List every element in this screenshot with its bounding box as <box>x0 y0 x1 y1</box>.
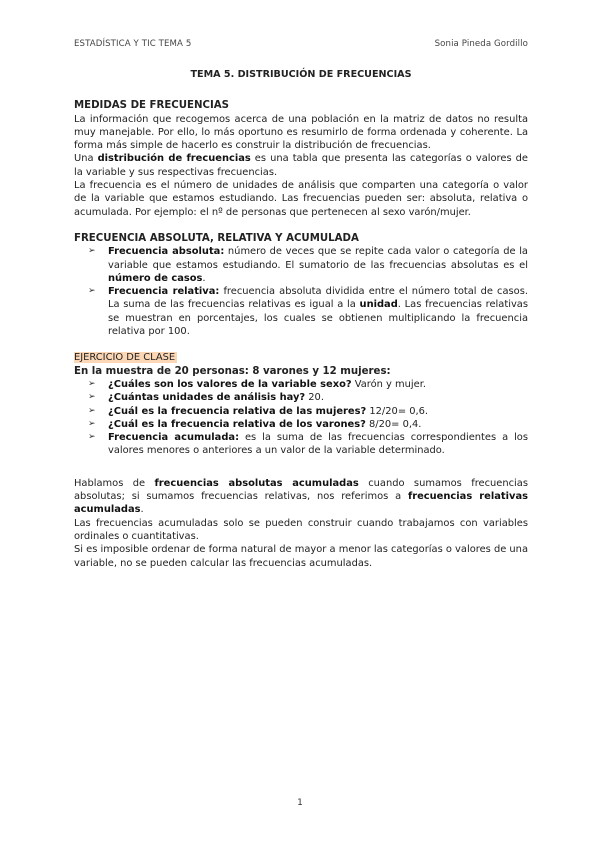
term: Frecuencia absoluta: <box>108 246 225 258</box>
text: . <box>202 272 206 284</box>
list-item-q2 <box>74 391 528 404</box>
page-number: 1 <box>297 798 303 808</box>
text: número de veces que se repite cada valor o categoría de la variable que estamos estudiando. El sumatorio de las frecuencias absolutas es el <box>108 246 528 271</box>
exercise-intro: En la muestra de 20 personas: 8 varones y 12 mujeres: <box>74 365 391 377</box>
answer: 20. <box>305 392 324 404</box>
page-content <box>74 68 528 570</box>
text: . <box>140 504 144 516</box>
list-tipos <box>74 245 528 338</box>
text: es una tabla que presenta las categorías o valores de la variable y sus respectivas frecuencias. <box>74 153 528 178</box>
highlighted-label: EJERCICIO DE CLASE <box>74 352 176 364</box>
arrow-bullet-icon: ➢ <box>88 432 96 443</box>
header-course: ESTADÍSTICA Y TIC TEMA 5 <box>74 39 192 49</box>
section-heading-tipos: FRECUENCIA ABSOLUTA, RELATIVA Y ACUMULADA <box>74 232 359 244</box>
question: ¿Cuál es la frecuencia relativa de las mujeres? <box>108 405 367 417</box>
list-item-relativa <box>74 285 528 338</box>
section-heading-medidas: MEDIDAS DE FRECUENCIAS <box>74 100 230 112</box>
term: unidad <box>359 299 398 311</box>
arrow-bullet-icon: ➢ <box>88 378 96 389</box>
question: ¿Cuál es la frecuencia relativa de los varones? <box>108 418 366 430</box>
exercise-label <box>74 351 528 364</box>
arrow-bullet-icon: ➢ <box>88 286 96 297</box>
paragraph-imposible: Si es imposible ordenar de forma natural de mayor a menor las categorías o valores de una variable, no se pueden calcular las frecuencias acumuladas. <box>74 544 528 569</box>
paragraph-intro: La información que recogemos acerca de una población en la matriz de datos no resulta muy manejable. Por ello, lo más oportuno es resumirlo de forma ordenada y coherente. La forma más simple de hacerlo es construir la distribución de frecuencias. <box>74 113 528 152</box>
term: frecuencias relativas acumuladas <box>74 491 528 516</box>
answer: 12/20= 0,6. <box>366 405 429 417</box>
term: Frecuencia acumulada: <box>108 432 240 444</box>
text: frecuencia absoluta dividida entre el número total de casos. La suma de las frecuencias relativas es igual a la <box>108 286 529 311</box>
list-item-absoluta <box>74 245 528 285</box>
spacer <box>74 338 528 351</box>
paragraph-definition <box>74 152 528 179</box>
answer: 8/20= 0,4. <box>365 418 422 430</box>
term: Frecuencia relativa: <box>108 286 220 298</box>
term: número de casos <box>108 272 203 284</box>
answer: Varón y mujer. <box>351 378 427 390</box>
text: Una <box>74 153 98 165</box>
arrow-bullet-icon: ➢ <box>88 246 96 257</box>
paragraph-acumuladas <box>74 477 528 517</box>
paragraph-frecuencia: La frecuencia es el número de unidades de análisis que comparten una categoría o valor de la variable que estamos estudiando. Las frecuencias pueden ser: absoluta, relativa o acumulada. Por ejemplo: el nº de personas que pertenecen al sexo varón/mujer. <box>74 180 528 218</box>
list-item-q4 <box>74 418 528 431</box>
text: . Las frecuencias relativas se muestran en porcentajes, los cuales se obtienen multiplicando la frecuencia relativa por 100. <box>108 299 528 338</box>
list-item-q1 <box>74 378 528 391</box>
spacer <box>74 219 528 232</box>
text: Hablamos de <box>74 477 155 489</box>
term: frecuencias absolutas acumuladas <box>154 477 359 489</box>
paragraph-ordinales: Las frecuencias acumuladas solo se pueden construir cuando trabajamos con variables ordinales o cuantitativas. <box>74 517 528 542</box>
list-item-q3 <box>74 405 528 418</box>
question: ¿Cuántas unidades de análisis hay? <box>108 392 306 404</box>
spacer <box>74 458 528 471</box>
list-exercise <box>74 378 528 458</box>
question: ¿Cuáles son los valores de la variable sexo? <box>108 378 352 390</box>
text: es la suma de las frecuencias correspondientes a los valores menores o anteriores a un valor de la variable determinado. <box>108 432 528 457</box>
arrow-bullet-icon: ➢ <box>88 392 96 403</box>
page-title: TEMA 5. DISTRIBUCIÓN DE FRECUENCIAS <box>190 69 412 80</box>
header-author: Sonia Pineda Gordillo <box>434 39 528 49</box>
list-item-acumulada <box>74 431 528 458</box>
term-distribucion: distribución de frecuencias <box>97 153 251 165</box>
arrow-bullet-icon: ➢ <box>88 405 96 416</box>
text: cuando sumamos frecuencias absolutas; si sumamos frecuencias relativas, nos referimos a <box>74 477 528 503</box>
arrow-bullet-icon: ➢ <box>88 418 96 429</box>
